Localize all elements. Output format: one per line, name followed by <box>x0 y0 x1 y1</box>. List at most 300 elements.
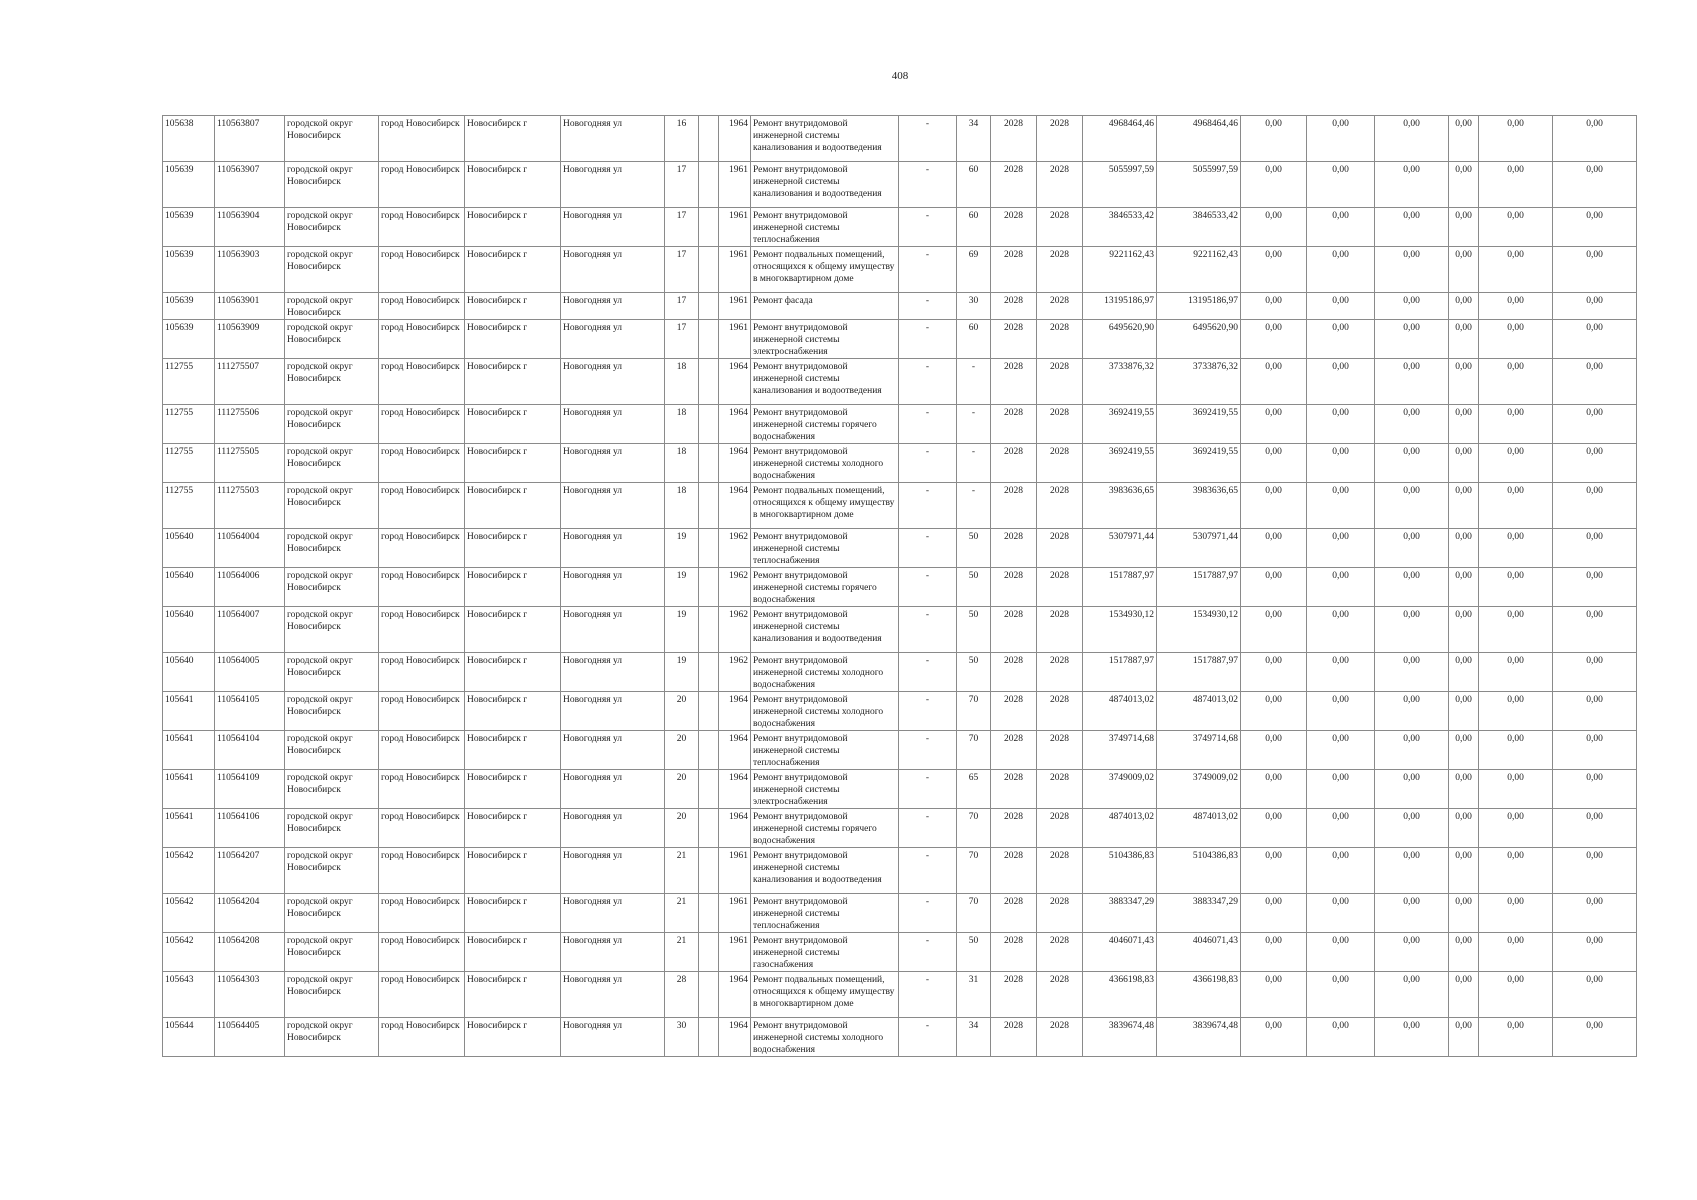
cell-cost-fund: 3692419,55 <box>1157 444 1241 483</box>
cell-cost-a: 0,00 <box>1241 293 1307 320</box>
cell-cost-e: 0,00 <box>1479 568 1553 607</box>
cell-work-id: 110563903 <box>215 247 285 293</box>
cell-cost-b: 0,00 <box>1307 529 1375 568</box>
cell-street: Новогодняя ул <box>561 162 665 208</box>
table-row <box>163 293 1637 320</box>
cell-house-number: 17 <box>665 162 699 208</box>
cell-cost-c: 0,00 <box>1375 972 1449 1018</box>
cell-street: Новогодняя ул <box>561 568 665 607</box>
cell-cost-fund: 5104386,83 <box>1157 848 1241 894</box>
cell-year-end: 2028 <box>1037 731 1083 770</box>
cell-settlement: город Новосибирск <box>379 162 465 208</box>
cell-street: Новогодняя ул <box>561 208 665 247</box>
cell-cost-c: 0,00 <box>1375 483 1449 529</box>
cell-year-start: 2028 <box>991 247 1037 293</box>
cell-cost-a: 0,00 <box>1241 692 1307 731</box>
cell-col-dash: - <box>899 483 957 529</box>
cell-building <box>699 529 719 568</box>
cell-cost-f: 0,00 <box>1553 568 1637 607</box>
cell-col-dash: - <box>899 731 957 770</box>
cell-cost-fund: 3839674,48 <box>1157 1018 1241 1057</box>
cell-build-year: 1964 <box>719 809 751 848</box>
cell-cost-c: 0,00 <box>1375 770 1449 809</box>
cell-cost-a: 0,00 <box>1241 247 1307 293</box>
cell-cost-b: 0,00 <box>1307 247 1375 293</box>
cell-house-id: 105639 <box>163 162 215 208</box>
cell-year-end: 2028 <box>1037 848 1083 894</box>
table-row <box>163 247 1637 293</box>
cell-cost-d: 0,00 <box>1449 405 1479 444</box>
cell-year-start: 2028 <box>991 444 1037 483</box>
table-row <box>163 653 1637 692</box>
cell-col-dash: - <box>899 770 957 809</box>
cell-cost-b: 0,00 <box>1307 933 1375 972</box>
cell-wear-percent: 60 <box>957 162 991 208</box>
cell-cost-d: 0,00 <box>1449 116 1479 162</box>
cell-cost-d: 0,00 <box>1449 568 1479 607</box>
cell-street: Новогодняя ул <box>561 359 665 405</box>
cell-settlement: город Новосибирск <box>379 731 465 770</box>
table-body <box>163 116 1637 1057</box>
cell-building <box>699 162 719 208</box>
cell-house-number: 19 <box>665 568 699 607</box>
cell-cost-f: 0,00 <box>1553 483 1637 529</box>
cell-cost-b: 0,00 <box>1307 607 1375 653</box>
cell-cost-fund: 1517887,97 <box>1157 653 1241 692</box>
cell-total-cost: 4046071,43 <box>1083 933 1157 972</box>
cell-building <box>699 208 719 247</box>
cell-total-cost: 5307971,44 <box>1083 529 1157 568</box>
cell-municipal-district: городской округ Новосибирск <box>285 653 379 692</box>
cell-house-id: 105639 <box>163 247 215 293</box>
cell-cost-c: 0,00 <box>1375 444 1449 483</box>
cell-wear-percent: 50 <box>957 529 991 568</box>
cell-cost-c: 0,00 <box>1375 162 1449 208</box>
cell-cost-b: 0,00 <box>1307 568 1375 607</box>
cell-cost-fund: 1534930,12 <box>1157 607 1241 653</box>
cell-cost-c: 0,00 <box>1375 1018 1449 1057</box>
cell-cost-b: 0,00 <box>1307 405 1375 444</box>
cell-settlement: город Новосибирск <box>379 1018 465 1057</box>
cell-cost-a: 0,00 <box>1241 444 1307 483</box>
cell-municipal-district: городской округ Новосибирск <box>285 933 379 972</box>
cell-cost-c: 0,00 <box>1375 208 1449 247</box>
table-row <box>163 208 1637 247</box>
cell-work-type: Ремонт фасада <box>751 293 899 320</box>
cell-year-start: 2028 <box>991 405 1037 444</box>
cell-year-start: 2028 <box>991 483 1037 529</box>
cell-work-type: Ремонт внутридомовой инженерной системы холодного водоснабжения <box>751 1018 899 1057</box>
cell-cost-c: 0,00 <box>1375 731 1449 770</box>
cell-year-start: 2028 <box>991 208 1037 247</box>
cell-year-end: 2028 <box>1037 116 1083 162</box>
cell-house-id: 105639 <box>163 208 215 247</box>
table-row <box>163 933 1637 972</box>
cell-house-number: 19 <box>665 529 699 568</box>
cell-cost-d: 0,00 <box>1449 972 1479 1018</box>
cell-house-number: 18 <box>665 359 699 405</box>
cell-build-year: 1964 <box>719 1018 751 1057</box>
cell-city: Новосибирск г <box>465 1018 561 1057</box>
cell-municipal-district: городской округ Новосибирск <box>285 568 379 607</box>
cell-building <box>699 293 719 320</box>
cell-settlement: город Новосибирск <box>379 247 465 293</box>
cell-building <box>699 483 719 529</box>
cell-col-dash: - <box>899 1018 957 1057</box>
cell-col-dash: - <box>899 405 957 444</box>
cell-wear-percent: 50 <box>957 607 991 653</box>
cell-year-end: 2028 <box>1037 692 1083 731</box>
cell-cost-f: 0,00 <box>1553 320 1637 359</box>
cell-cost-f: 0,00 <box>1553 731 1637 770</box>
cell-cost-e: 0,00 <box>1479 894 1553 933</box>
cell-work-id: 110564104 <box>215 731 285 770</box>
cell-street: Новогодняя ул <box>561 770 665 809</box>
cell-wear-percent: - <box>957 405 991 444</box>
cell-total-cost: 4366198,83 <box>1083 972 1157 1018</box>
cell-wear-percent: 50 <box>957 653 991 692</box>
cell-street: Новогодняя ул <box>561 692 665 731</box>
cell-work-type: Ремонт внутридомовой инженерной системы холодного водоснабжения <box>751 692 899 731</box>
cell-total-cost: 3839674,48 <box>1083 1018 1157 1057</box>
table-row <box>163 320 1637 359</box>
cell-wear-percent: 70 <box>957 809 991 848</box>
cell-settlement: город Новосибирск <box>379 529 465 568</box>
cell-year-end: 2028 <box>1037 607 1083 653</box>
cell-settlement: город Новосибирск <box>379 444 465 483</box>
table-row <box>163 405 1637 444</box>
table-row <box>163 848 1637 894</box>
cell-total-cost: 3749009,02 <box>1083 770 1157 809</box>
cell-cost-d: 0,00 <box>1449 293 1479 320</box>
cell-cost-c: 0,00 <box>1375 653 1449 692</box>
cell-street: Новогодняя ул <box>561 529 665 568</box>
cell-city: Новосибирск г <box>465 933 561 972</box>
cell-cost-e: 0,00 <box>1479 770 1553 809</box>
cell-work-type: Ремонт внутридомовой инженерной системы теплоснабжения <box>751 529 899 568</box>
cell-city: Новосибирск г <box>465 692 561 731</box>
cell-municipal-district: городской округ Новосибирск <box>285 208 379 247</box>
cell-cost-e: 0,00 <box>1479 208 1553 247</box>
cell-year-start: 2028 <box>991 293 1037 320</box>
cell-wear-percent: 70 <box>957 692 991 731</box>
cell-city: Новосибирск г <box>465 653 561 692</box>
cell-year-start: 2028 <box>991 162 1037 208</box>
cell-municipal-district: городской округ Новосибирск <box>285 162 379 208</box>
cell-cost-f: 0,00 <box>1553 444 1637 483</box>
cell-total-cost: 4968464,46 <box>1083 116 1157 162</box>
cell-col-dash: - <box>899 972 957 1018</box>
table-row <box>163 972 1637 1018</box>
cell-cost-a: 0,00 <box>1241 731 1307 770</box>
cell-cost-c: 0,00 <box>1375 568 1449 607</box>
cell-cost-b: 0,00 <box>1307 208 1375 247</box>
cell-municipal-district: городской округ Новосибирск <box>285 894 379 933</box>
cell-building <box>699 607 719 653</box>
cell-cost-e: 0,00 <box>1479 529 1553 568</box>
cell-house-id: 105638 <box>163 116 215 162</box>
cell-cost-b: 0,00 <box>1307 483 1375 529</box>
cell-col-dash: - <box>899 359 957 405</box>
cell-cost-f: 0,00 <box>1553 359 1637 405</box>
cell-cost-b: 0,00 <box>1307 894 1375 933</box>
cell-work-id: 110563807 <box>215 116 285 162</box>
cell-cost-f: 0,00 <box>1553 894 1637 933</box>
cell-cost-f: 0,00 <box>1553 809 1637 848</box>
cell-cost-e: 0,00 <box>1479 692 1553 731</box>
cell-col-dash: - <box>899 162 957 208</box>
cell-total-cost: 3983636,65 <box>1083 483 1157 529</box>
cell-wear-percent: 69 <box>957 247 991 293</box>
cell-cost-a: 0,00 <box>1241 1018 1307 1057</box>
cell-wear-percent: 31 <box>957 972 991 1018</box>
cell-building <box>699 444 719 483</box>
cell-year-end: 2028 <box>1037 933 1083 972</box>
cell-city: Новосибирск г <box>465 116 561 162</box>
cell-building <box>699 933 719 972</box>
cell-wear-percent: 30 <box>957 293 991 320</box>
cell-settlement: город Новосибирск <box>379 359 465 405</box>
cell-cost-fund: 3983636,65 <box>1157 483 1241 529</box>
cell-municipal-district: городской округ Новосибирск <box>285 731 379 770</box>
cell-work-type: Ремонт подвальных помещений, относящихся к общему имуществу в многоквартирном доме <box>751 483 899 529</box>
cell-cost-e: 0,00 <box>1479 1018 1553 1057</box>
cell-house-id: 112755 <box>163 405 215 444</box>
cell-work-id: 110564207 <box>215 848 285 894</box>
cell-street: Новогодняя ул <box>561 933 665 972</box>
cell-total-cost: 1517887,97 <box>1083 653 1157 692</box>
cell-cost-f: 0,00 <box>1553 529 1637 568</box>
cell-city: Новосибирск г <box>465 529 561 568</box>
cell-municipal-district: городской округ Новосибирск <box>285 770 379 809</box>
cell-cost-c: 0,00 <box>1375 692 1449 731</box>
cell-street: Новогодняя ул <box>561 731 665 770</box>
cell-building <box>699 848 719 894</box>
cell-house-number: 19 <box>665 653 699 692</box>
cell-cost-b: 0,00 <box>1307 162 1375 208</box>
cell-build-year: 1961 <box>719 894 751 933</box>
cell-build-year: 1962 <box>719 607 751 653</box>
cell-work-type: Ремонт внутридомовой инженерной системы горячего водоснабжения <box>751 405 899 444</box>
cell-cost-c: 0,00 <box>1375 529 1449 568</box>
cell-cost-e: 0,00 <box>1479 320 1553 359</box>
cell-build-year: 1961 <box>719 848 751 894</box>
cell-year-end: 2028 <box>1037 444 1083 483</box>
cell-cost-a: 0,00 <box>1241 809 1307 848</box>
cell-cost-a: 0,00 <box>1241 848 1307 894</box>
cell-house-number: 21 <box>665 848 699 894</box>
cell-work-type: Ремонт подвальных помещений, относящихся к общему имуществу в многоквартирном доме <box>751 972 899 1018</box>
cell-cost-e: 0,00 <box>1479 483 1553 529</box>
cell-building <box>699 568 719 607</box>
cell-work-type: Ремонт внутридомовой инженерной системы электроснабжения <box>751 320 899 359</box>
cell-house-id: 105642 <box>163 933 215 972</box>
cell-street: Новогодняя ул <box>561 972 665 1018</box>
cell-building <box>699 653 719 692</box>
cell-house-number: 28 <box>665 972 699 1018</box>
cell-street: Новогодняя ул <box>561 116 665 162</box>
cell-cost-e: 0,00 <box>1479 809 1553 848</box>
cell-municipal-district: городской округ Новосибирск <box>285 692 379 731</box>
cell-cost-f: 0,00 <box>1553 405 1637 444</box>
cell-settlement: город Новосибирск <box>379 848 465 894</box>
cell-wear-percent: 70 <box>957 731 991 770</box>
cell-building <box>699 359 719 405</box>
cell-col-dash: - <box>899 247 957 293</box>
cell-building <box>699 116 719 162</box>
cell-work-id: 111275505 <box>215 444 285 483</box>
cell-house-id: 105644 <box>163 1018 215 1057</box>
cell-building <box>699 809 719 848</box>
cell-cost-b: 0,00 <box>1307 359 1375 405</box>
cell-settlement: город Новосибирск <box>379 405 465 444</box>
table-row <box>163 692 1637 731</box>
cell-cost-e: 0,00 <box>1479 405 1553 444</box>
cell-work-id: 110564006 <box>215 568 285 607</box>
cell-cost-b: 0,00 <box>1307 653 1375 692</box>
cell-cost-fund: 4968464,46 <box>1157 116 1241 162</box>
cell-street: Новогодняя ул <box>561 894 665 933</box>
cell-house-number: 20 <box>665 692 699 731</box>
cell-year-end: 2028 <box>1037 894 1083 933</box>
cell-municipal-district: городской округ Новосибирск <box>285 972 379 1018</box>
cell-cost-fund: 4046071,43 <box>1157 933 1241 972</box>
cell-cost-d: 0,00 <box>1449 529 1479 568</box>
cell-cost-b: 0,00 <box>1307 320 1375 359</box>
table-row <box>163 568 1637 607</box>
cell-year-start: 2028 <box>991 894 1037 933</box>
cell-cost-e: 0,00 <box>1479 116 1553 162</box>
cell-settlement: город Новосибирск <box>379 972 465 1018</box>
cell-total-cost: 5055997,59 <box>1083 162 1157 208</box>
cell-house-id: 112755 <box>163 483 215 529</box>
cell-cost-c: 0,00 <box>1375 116 1449 162</box>
cell-col-dash: - <box>899 208 957 247</box>
cell-cost-c: 0,00 <box>1375 809 1449 848</box>
cell-cost-b: 0,00 <box>1307 731 1375 770</box>
cell-cost-e: 0,00 <box>1479 162 1553 208</box>
cell-build-year: 1964 <box>719 444 751 483</box>
cell-col-dash: - <box>899 933 957 972</box>
cell-cost-fund: 6495620,90 <box>1157 320 1241 359</box>
cell-year-start: 2028 <box>991 607 1037 653</box>
cell-year-start: 2028 <box>991 116 1037 162</box>
cell-wear-percent: 60 <box>957 208 991 247</box>
cell-work-type: Ремонт внутридомовой инженерной системы холодного водоснабжения <box>751 653 899 692</box>
cell-city: Новосибирск г <box>465 809 561 848</box>
cell-street: Новогодняя ул <box>561 809 665 848</box>
cell-cost-f: 0,00 <box>1553 293 1637 320</box>
cell-total-cost: 3692419,55 <box>1083 444 1157 483</box>
cell-cost-e: 0,00 <box>1479 247 1553 293</box>
cell-col-dash: - <box>899 692 957 731</box>
cell-house-id: 105641 <box>163 770 215 809</box>
cell-cost-d: 0,00 <box>1449 653 1479 692</box>
cell-cost-c: 0,00 <box>1375 405 1449 444</box>
cell-cost-b: 0,00 <box>1307 444 1375 483</box>
table-row <box>163 894 1637 933</box>
cell-year-end: 2028 <box>1037 770 1083 809</box>
cell-settlement: город Новосибирск <box>379 568 465 607</box>
cell-col-dash: - <box>899 848 957 894</box>
cell-city: Новосибирск г <box>465 894 561 933</box>
cell-cost-a: 0,00 <box>1241 568 1307 607</box>
cell-cost-f: 0,00 <box>1553 848 1637 894</box>
cell-house-id: 105643 <box>163 972 215 1018</box>
cell-city: Новосибирск г <box>465 247 561 293</box>
cell-year-start: 2028 <box>991 848 1037 894</box>
cell-cost-fund: 1517887,97 <box>1157 568 1241 607</box>
cell-house-id: 105640 <box>163 568 215 607</box>
cell-cost-d: 0,00 <box>1449 320 1479 359</box>
cell-cost-d: 0,00 <box>1449 933 1479 972</box>
cell-col-dash: - <box>899 809 957 848</box>
cell-wear-percent: 60 <box>957 320 991 359</box>
cell-build-year: 1961 <box>719 162 751 208</box>
cell-work-id: 110564004 <box>215 529 285 568</box>
cell-year-end: 2028 <box>1037 972 1083 1018</box>
cell-street: Новогодняя ул <box>561 1018 665 1057</box>
cell-work-id: 110564303 <box>215 972 285 1018</box>
cell-year-start: 2028 <box>991 731 1037 770</box>
cell-wear-percent: - <box>957 359 991 405</box>
table-row <box>163 162 1637 208</box>
cell-building <box>699 894 719 933</box>
cell-house-id: 105641 <box>163 692 215 731</box>
cell-cost-fund: 4366198,83 <box>1157 972 1241 1018</box>
cell-cost-c: 0,00 <box>1375 933 1449 972</box>
cell-year-end: 2028 <box>1037 359 1083 405</box>
cell-cost-c: 0,00 <box>1375 247 1449 293</box>
cell-street: Новогодняя ул <box>561 405 665 444</box>
cell-house-id: 105639 <box>163 320 215 359</box>
cell-total-cost: 4874013,02 <box>1083 809 1157 848</box>
cell-municipal-district: городской округ Новосибирск <box>285 483 379 529</box>
registry-table <box>162 115 1637 1057</box>
cell-city: Новосибирск г <box>465 848 561 894</box>
cell-year-end: 2028 <box>1037 809 1083 848</box>
cell-house-id: 105640 <box>163 653 215 692</box>
cell-street: Новогодняя ул <box>561 247 665 293</box>
cell-work-type: Ремонт внутридомовой инженерной системы канализования и водоотведения <box>751 848 899 894</box>
table-row <box>163 483 1637 529</box>
cell-municipal-district: городской округ Новосибирск <box>285 247 379 293</box>
cell-city: Новосибирск г <box>465 293 561 320</box>
cell-total-cost: 3883347,29 <box>1083 894 1157 933</box>
cell-total-cost: 3749714,68 <box>1083 731 1157 770</box>
cell-work-id: 110564007 <box>215 607 285 653</box>
cell-street: Новогодняя ул <box>561 444 665 483</box>
cell-municipal-district: городской округ Новосибирск <box>285 529 379 568</box>
cell-col-dash: - <box>899 529 957 568</box>
cell-work-id: 110563907 <box>215 162 285 208</box>
cell-wear-percent: 50 <box>957 568 991 607</box>
cell-cost-c: 0,00 <box>1375 293 1449 320</box>
cell-wear-percent: 70 <box>957 894 991 933</box>
cell-city: Новосибирск г <box>465 483 561 529</box>
cell-house-number: 20 <box>665 809 699 848</box>
cell-year-start: 2028 <box>991 809 1037 848</box>
cell-city: Новосибирск г <box>465 359 561 405</box>
cell-total-cost: 5104386,83 <box>1083 848 1157 894</box>
cell-house-number: 30 <box>665 1018 699 1057</box>
cell-city: Новосибирск г <box>465 568 561 607</box>
cell-settlement: город Новосибирск <box>379 933 465 972</box>
cell-street: Новогодняя ул <box>561 320 665 359</box>
cell-year-end: 2028 <box>1037 529 1083 568</box>
cell-cost-d: 0,00 <box>1449 607 1479 653</box>
cell-col-dash: - <box>899 116 957 162</box>
